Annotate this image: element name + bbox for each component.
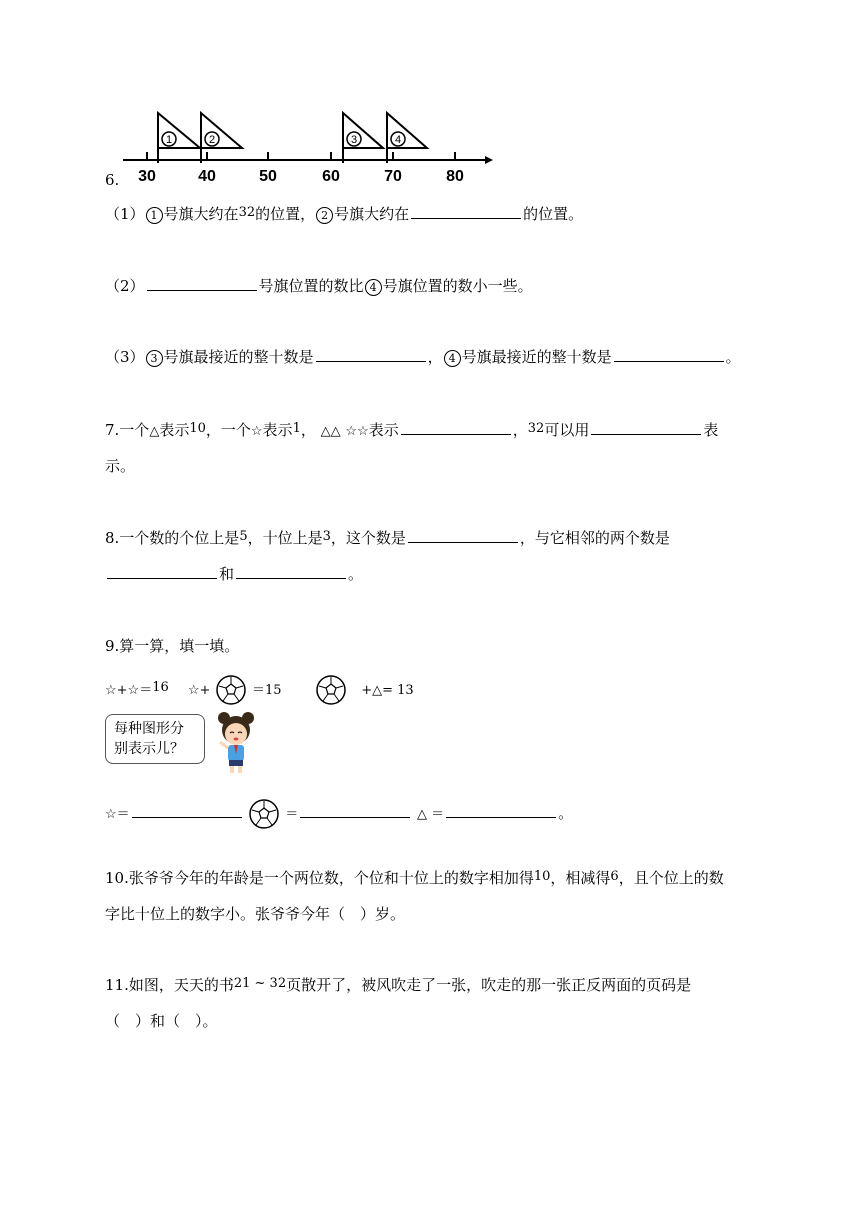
- soccer-ball-icon: [315, 674, 347, 706]
- circled-1: 1: [146, 207, 163, 224]
- q7-line1: 7.一个△表示10，一个☆表示1， △△ ☆☆表示 ，32可以用 表: [105, 421, 719, 439]
- q10-line2: 字比十位上的数字小。张爷爷今年（ ）岁。: [105, 905, 406, 923]
- speech-bubble: [105, 714, 205, 764]
- flag-1: [158, 113, 200, 163]
- bubble-text: 每种图形分: [114, 721, 184, 737]
- tick-label: 60: [322, 168, 340, 185]
- q8-line2: 和 。: [105, 564, 363, 584]
- q11-line2: （ ）和（ ）。: [105, 1012, 218, 1030]
- tick-label: 70: [384, 168, 402, 185]
- q9-answers: ☆＝ ＝ △ ＝ 。: [105, 796, 573, 832]
- stars-icon: ☆☆: [345, 424, 369, 439]
- answer-blank[interactable]: [411, 204, 521, 219]
- flag-3: [343, 113, 383, 163]
- q9-title: 9.算一算，填一填。: [105, 637, 240, 655]
- tick-label: 40: [198, 168, 216, 185]
- circled-4: 4: [444, 350, 461, 367]
- answer-blank[interactable]: [107, 564, 217, 579]
- svg-text:4: 4: [394, 134, 402, 146]
- star-icon: ☆: [250, 424, 263, 439]
- bubble-text: 别表示儿？: [114, 741, 184, 757]
- tick-marks: [147, 152, 455, 160]
- girl-illustration: [214, 708, 258, 774]
- answer-blank[interactable]: [446, 803, 556, 818]
- answer-blank[interactable]: [408, 528, 518, 543]
- circled-2: 2: [316, 207, 333, 224]
- answer-blank[interactable]: [401, 420, 511, 435]
- svg-text:3: 3: [350, 134, 358, 146]
- tick-label: 30: [138, 168, 156, 185]
- axis-arrow: [485, 156, 493, 164]
- soccer-ball-icon: [215, 674, 247, 706]
- q7-line2: 示。: [105, 457, 136, 475]
- answer-blank[interactable]: [132, 803, 242, 818]
- triangles-icon: △△: [320, 424, 341, 439]
- triangle-icon: △: [149, 424, 160, 439]
- soccer-ball-icon: [248, 798, 280, 830]
- q6-part3: （3） 3 号旗最接近的整十数是 ， 4 号旗最接近的整十数是 。: [105, 348, 741, 366]
- q8-line1: 8.一个数的个位上是5，十位上是3，这个数是 ，与它相邻的两个数是: [105, 529, 670, 547]
- answer-blank[interactable]: [591, 420, 701, 435]
- svg-text:1: 1: [165, 134, 173, 146]
- q10-line1: 10.张爷爷今年的年龄是一个两位数，个位和十位上的数字相加得10，相减得6，且个位上的数: [105, 869, 724, 887]
- answer-blank[interactable]: [300, 803, 410, 818]
- q6-number: 6.: [105, 171, 120, 189]
- tick-label: 50: [259, 168, 277, 185]
- answer-blank[interactable]: [147, 276, 257, 291]
- q11-line1: 11.如图，天天的书21 ~ 32页散开了，被风吹走了一张，吹走的那一张正反两面的页码是: [105, 976, 692, 994]
- q6-part2: （2） 号旗位置的数比 4 号旗位置的数小一些。: [105, 277, 533, 295]
- q9-equations: ☆+☆＝16 ☆+ ＝15 +△= 13: [105, 672, 414, 708]
- q6-part1: （1） 1 号旗大约在32的位置， 2 号旗大约在 的位置。: [105, 205, 584, 223]
- answer-blank[interactable]: [614, 347, 724, 362]
- circled-4: 4: [365, 279, 382, 296]
- tick-label: 80: [446, 168, 464, 185]
- answer-blank[interactable]: [316, 347, 426, 362]
- answer-blank[interactable]: [236, 564, 346, 579]
- circled-3: 3: [146, 350, 163, 367]
- number-line-figure: [105, 105, 495, 185]
- svg-text:2: 2: [208, 134, 216, 146]
